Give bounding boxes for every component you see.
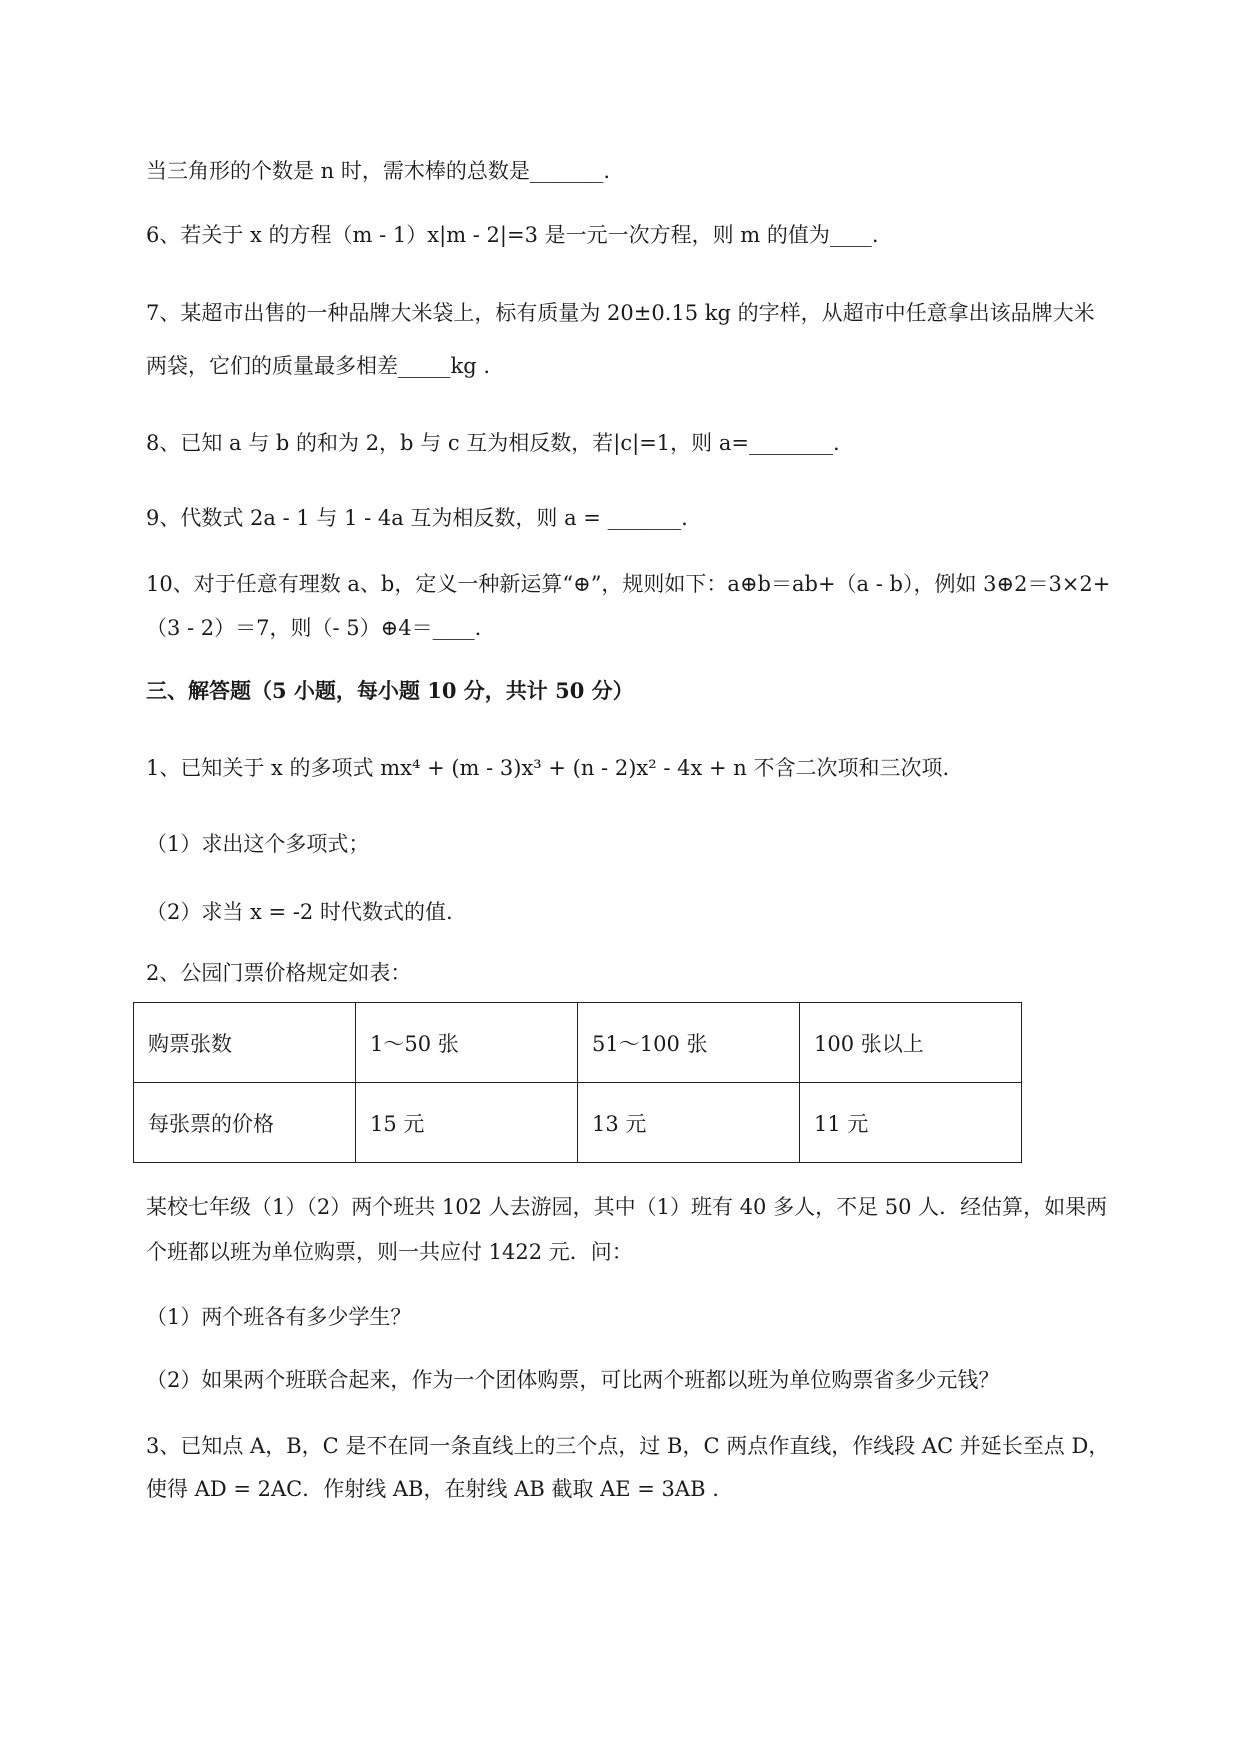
problem-1-part-1: （1）求出这个多项式；	[146, 832, 370, 856]
table-cell: 15 元	[356, 1083, 578, 1163]
problem-1-part-2: （2）求当 x = -2 时代数式的值.	[146, 900, 453, 924]
question-10-cont: （3 - 2）＝7，则（- 5）⊕4＝____.	[146, 616, 482, 640]
question-8: 8、已知 a 与 b 的和为 2，b 与 c 互为相反数，若|c|=1，则 a=________.	[146, 431, 840, 455]
ticket-price-table	[133, 1002, 1022, 1163]
problem-2-text-cont: 个班都以班为单位购票，则一共应付 1422 元．问：	[146, 1240, 633, 1264]
problem-2-text: 某校七年级（1）（2）两个班共 102 人去游园，其中（1）班有 40 多人，不足 50 人．经估算，如果两	[146, 1195, 1108, 1219]
table-cell: 13 元	[578, 1083, 800, 1163]
table-cell: 每张票的价格	[134, 1083, 356, 1163]
table-cell: 购票张数	[134, 1003, 356, 1083]
table-cell: 100 张以上	[800, 1003, 1022, 1083]
section-heading: 三、解答题（5 小题，每小题 10 分，共计 50 分）	[146, 678, 634, 703]
question-9: 9、代数式 2a - 1 与 1 - 4a 互为相反数，则 a = _______.	[146, 506, 688, 530]
question-6: 6、若关于 x 的方程（m - 1）x|m - 2|=3 是一元一次方程，则 m 的值为____.	[146, 223, 879, 247]
problem-2-part-1: （1）两个班各有多少学生？	[146, 1305, 412, 1329]
problem-3-cont: 使得 AD = 2AC．作射线 AB，在射线 AB 截取 AE = 3AB .	[146, 1477, 719, 1501]
question-7-cont: 两袋，它们的质量最多相差_____kg .	[146, 354, 491, 378]
problem-2-part-2: （2）如果两个班联合起来，作为一个团体购票，可比两个班都以班为单位购票省多少元钱？	[146, 1368, 1000, 1392]
question-7: 7、某超市出售的一种品牌大米袋上，标有质量为 20±0.15 kg 的字样，从超市中任意拿出该品牌大米	[146, 301, 1095, 325]
table-cell: 1～50 张	[356, 1003, 578, 1083]
problem-2: 2、公园门票价格规定如表：	[146, 961, 412, 985]
text-line: 当三角形的个数是 n 时，需木棒的总数是_______.	[146, 159, 611, 183]
table-cell: 11 元	[800, 1083, 1022, 1163]
table-row	[134, 1003, 1022, 1083]
table-row	[134, 1083, 1022, 1163]
table-cell: 51～100 张	[578, 1003, 800, 1083]
problem-3: 3、已知点 A，B，C 是不在同一条直线上的三个点，过 B，C 两点作直线，作线段 AC 并延长至点 D，	[146, 1434, 1110, 1458]
question-10: 10、对于任意有理数 a、b，定义一种新运算“⊕”，规则如下：a⊕b＝ab+（a - b），例如 3⊕2＝3×2+	[146, 572, 1111, 596]
problem-1: 1、已知关于 x 的多项式 mx⁴ + (m - 3)x³ + (n - 2)x² - 4x + n 不含二次项和三次项.	[146, 756, 950, 780]
